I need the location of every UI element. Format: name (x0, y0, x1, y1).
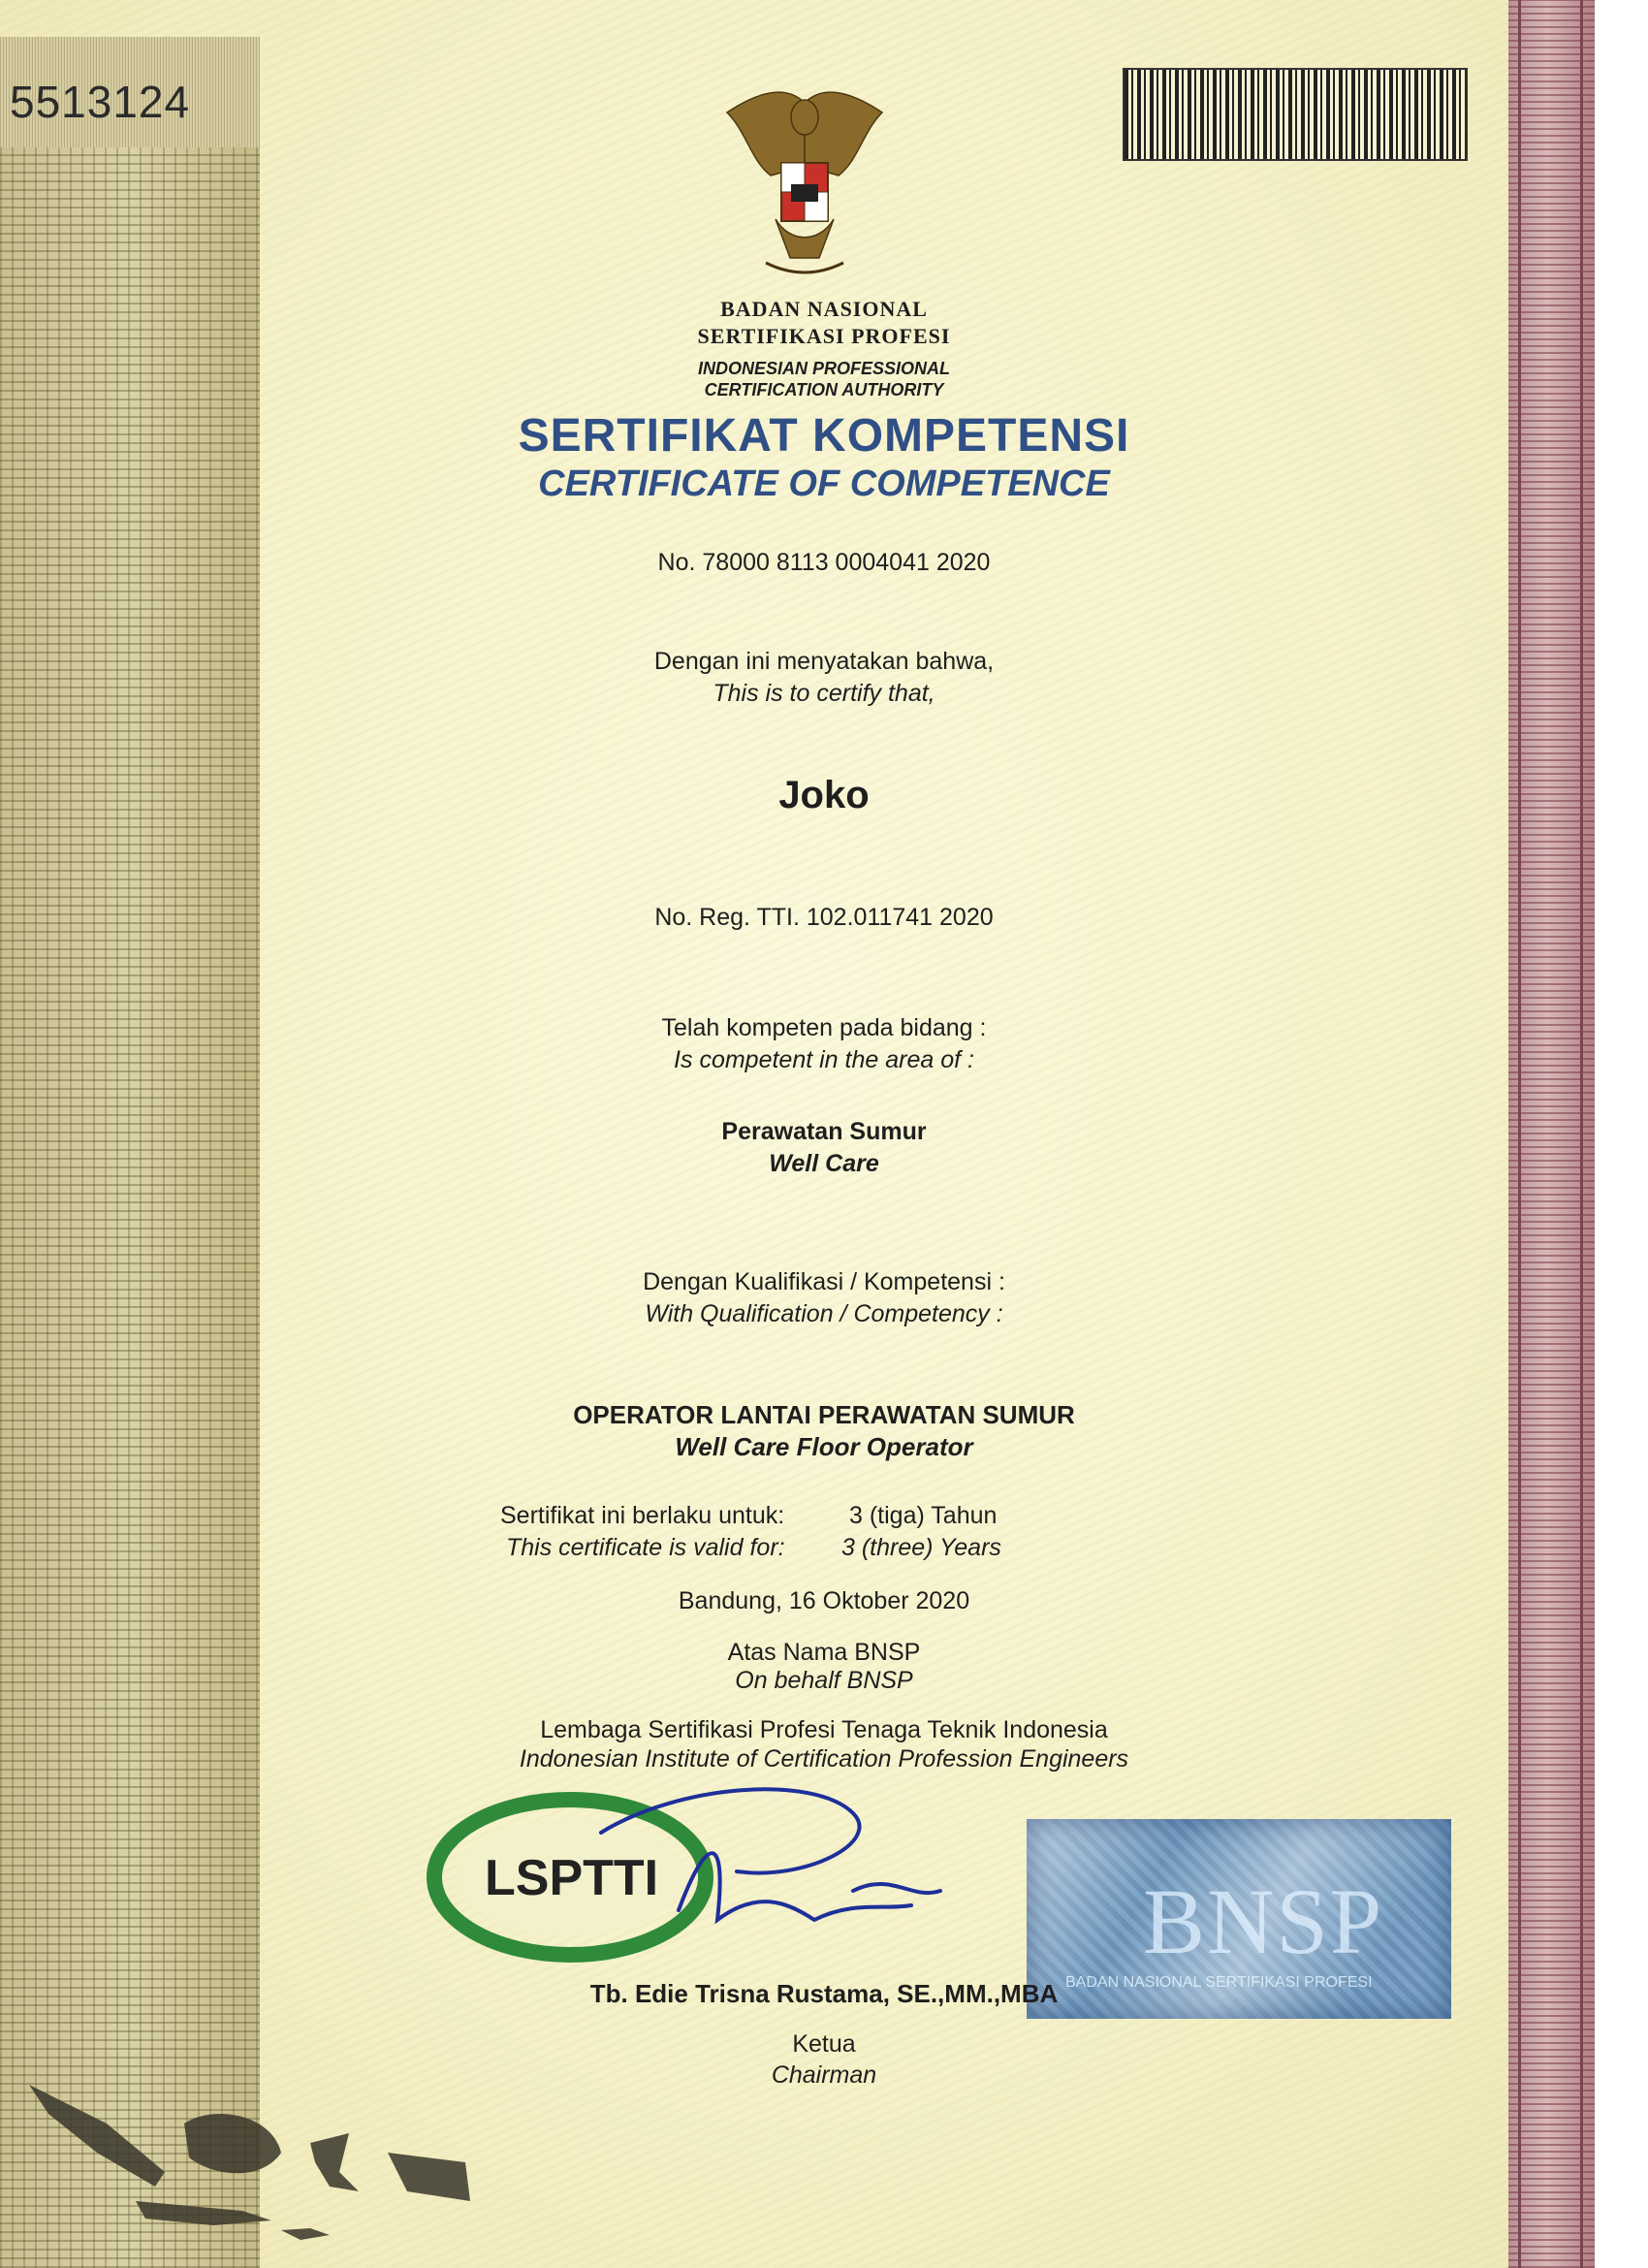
competence-intro-id: Telah kompeten pada bidang : (661, 1014, 987, 1041)
competence-field-en: Well Care (769, 1150, 879, 1177)
authority-name-id-line1: BADAN NASIONAL (720, 297, 928, 321)
right-security-band (1508, 0, 1595, 2268)
intro-text-en: This is to certify that, (713, 680, 935, 707)
on-behalf-en: On behalf BNSP (735, 1667, 913, 1694)
authority-name-id-line2: SERTIFIKASI PROFESI (697, 324, 951, 348)
validity-value-id: 3 (tiga) Tahun (849, 1502, 998, 1529)
authority-name-en-line2: CERTIFICATION AUTHORITY (704, 380, 944, 399)
left-guilloche-strip (0, 147, 260, 2268)
registration-number: No. Reg. TTI. 102.011741 2020 (654, 904, 994, 931)
bnsp-hologram-text: BNSP (1143, 1869, 1384, 1973)
competence-intro-en: Is competent in the area of : (674, 1046, 974, 1073)
barcode (1123, 68, 1468, 161)
on-behalf-id: Atas Nama BNSP (727, 1639, 921, 1666)
qualification-id: OPERATOR LANTAI PERAWATAN SUMUR (573, 1400, 1075, 1429)
validity-label-en: This certificate is valid for: (506, 1534, 785, 1561)
holder-name: Joko (778, 774, 870, 816)
signer-role-en: Chairman (771, 2061, 877, 2089)
issuer-name-en: Indonesian Institute of Certification Profession Engineers (519, 1745, 1129, 1773)
garuda-pancasila-emblem-icon (698, 74, 911, 287)
signer-name: Tb. Edie Trisna Rustama, SE.,MM.,MBA (589, 1979, 1059, 2008)
certificate-number: No. 78000 8113 0004041 2020 (657, 549, 991, 576)
validity-label-id: Sertifikat ini berlaku untuk: (500, 1502, 785, 1529)
validity-value-en: 3 (three) Years (841, 1534, 1001, 1561)
issue-place-date: Bandung, 16 Oktober 2020 (678, 1587, 970, 1614)
serial-number-box (0, 37, 260, 147)
qualification-intro-id: Dengan Kualifikasi / Kompetensi : (643, 1268, 1005, 1295)
authority-name-en-line1: INDONESIAN PROFESSIONAL (697, 359, 951, 378)
certificate-title-en: CERTIFICATE OF COMPETENCE (538, 463, 1110, 504)
qualification-en: Well Care Floor Operator (675, 1432, 973, 1461)
lsptti-logo-text: LSPTTI (485, 1850, 659, 1906)
signer-role-id: Ketua (792, 2030, 856, 2058)
intro-text-id: Dengan ini menyatakan bahwa, (653, 648, 995, 675)
issuer-name-id: Lembaga Sertifikasi Profesi Tenaga Teknik Indonesia (540, 1716, 1108, 1743)
bnsp-hologram-subtext: BADAN NASIONAL SERTIFIKASI PROFESI (1065, 1974, 1373, 1991)
certificate-title-id: SERTIFIKAT KOMPETENSI (518, 410, 1130, 462)
competence-field-id: Perawatan Sumur (721, 1118, 927, 1145)
chairman-signature (562, 1774, 969, 1968)
qualification-intro-en: With Qualification / Competency : (645, 1300, 1003, 1327)
serial-number: 5513124 (10, 77, 191, 127)
indonesia-map-icon (19, 2065, 475, 2259)
